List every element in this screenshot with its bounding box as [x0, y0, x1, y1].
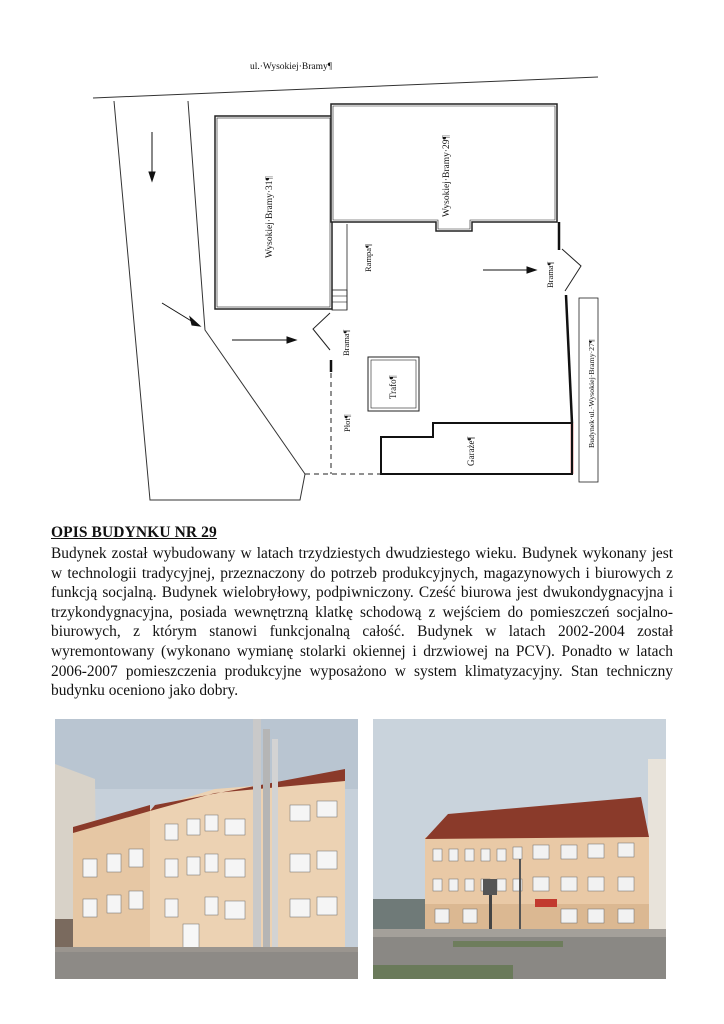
- garages: [381, 423, 572, 474]
- building-description: Budynek został wybudowany w latach trzydziestych dwudziestego wieku. Budynek wykonany jest w technologii tradycyjnej, przeznaczony do potrzeb produkcyjnych, magazynowych i biurowych z funkcją socjalną. Budynek wielobryłowy, podpiwniczony. Cześć biurowa jest dwukondygnacyjna i trzykondygnacyjna, posiada wewnętrzną klatkę schodową z wejściem do pomieszczeń socjalno-biurowych, z którym stanowi funkcjonalną całość. Budynek w latach 2002-2004 został wyremontowany (wykonano wymianę stolarki okiennej i drzwiowej na PCV). Ponadto w latach 2006-2007 pomieszczenia produkcyjne wyposażono w system klimatyzacyjny. Stan techniczny budynku oceniono jako dobry.: [51, 545, 673, 700]
- arrow-icon: [149, 132, 155, 181]
- building-photo-left: [55, 719, 358, 979]
- gate-right-label: Brama¶: [545, 261, 555, 288]
- arrow-icon: [483, 267, 536, 273]
- left-gate: [313, 313, 330, 350]
- gate-left-label: Brama¶: [341, 329, 351, 356]
- ramp-label: Rampa¶: [363, 244, 373, 272]
- right-gate: [562, 249, 581, 291]
- garages-label: Garaże¶: [466, 436, 476, 466]
- building-photo-right: [373, 719, 666, 979]
- street-edge-line: [93, 77, 598, 98]
- arrow-icon: [232, 337, 296, 343]
- street-label: ul.·Wysokiej·Bramy¶: [250, 62, 333, 72]
- neighbour-building-label: Budynek·ul.·Wysokiej·Bramy·27¶: [587, 339, 596, 448]
- building-29-label: Wysokiej·Bramy·29¶: [442, 135, 452, 217]
- fence-label: Płot¶: [342, 414, 352, 432]
- ramp: [332, 290, 347, 310]
- transformer-label: Trafo¶: [388, 375, 398, 399]
- arrow-icon: [162, 303, 200, 326]
- building-31-label: Wysokiej·Bramy·31¶: [265, 176, 275, 258]
- section-title: OPIS BUDYNKU NR 29: [51, 524, 217, 541]
